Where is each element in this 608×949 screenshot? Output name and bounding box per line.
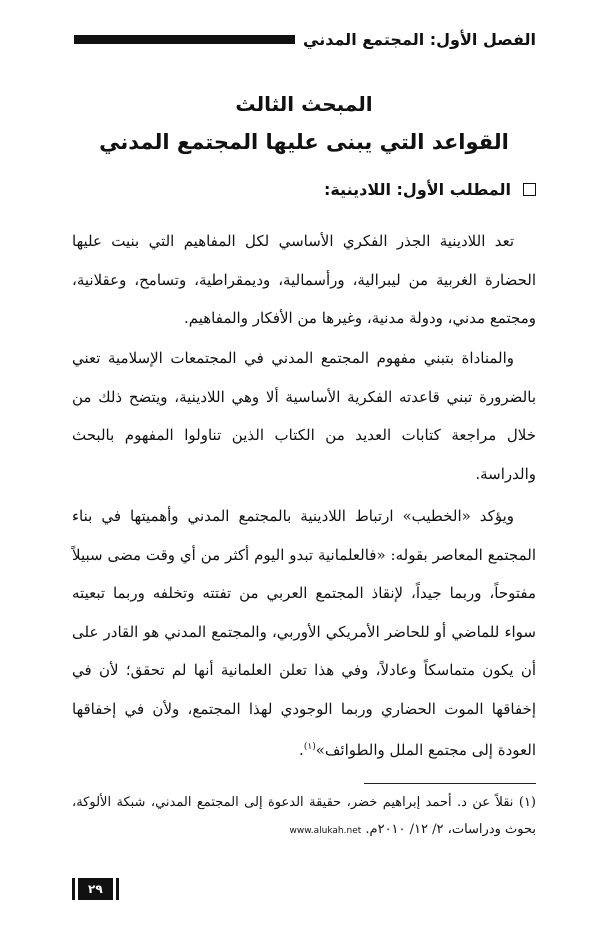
header-rule bbox=[74, 35, 295, 44]
footnote bbox=[72, 789, 536, 845]
page-number-bar bbox=[116, 878, 119, 900]
footnote-text: (١) نقلاً عن د. أحمد إبراهيم خضر، حقيقة الدعوة إلى المجتمع المدني، شبكة الألوكة، بحوث ودراسات، ٢/ ١٢/ ٢٠١٠م. bbox=[72, 795, 536, 837]
subheading-text: المطلب الأول: اللادينية: bbox=[323, 180, 511, 199]
section-title: المبحث الثالث bbox=[235, 92, 373, 116]
paragraph-text: والمناداة بتبني مفهوم المجتمع المدني في المجتمعات الإسلامية تعني بالضرورة تبني قاعدته الفكرية الأساسية ألا وهي اللادينية، ويتضح ذلك من خلال مراجعة كتابات العديد من الكتاب الذين تناولوا المفهوم بالبحث والدراسة. bbox=[72, 349, 536, 483]
running-header bbox=[74, 28, 536, 50]
paragraph-1 bbox=[72, 222, 536, 338]
square-bullet-icon bbox=[523, 183, 536, 196]
chapter-title: الفصل الأول: المجتمع المدني bbox=[303, 29, 536, 49]
paragraph-text: تعد اللادينية الجذر الفكري الأساسي لكل المفاهيم التي بنيت عليها الحضارة الغربية من ليبرالية، ورأسمالية، وديمقراطية، وتسامح، وعقلانية، ومجتمع مدني، ودولة مدنية، وغيرها من الأفكار والمفاهيم. bbox=[72, 232, 536, 327]
subheading bbox=[324, 180, 536, 199]
section-subtitle: القواعد التي يبنى عليها المجتمع المدني bbox=[99, 130, 509, 154]
page-number-box bbox=[72, 878, 122, 900]
footnote-divider bbox=[364, 783, 536, 784]
footnote-reference: (١) bbox=[303, 742, 316, 752]
paragraph-2 bbox=[72, 339, 536, 493]
page-number: ٢٩ bbox=[78, 878, 113, 900]
paragraph-3: ويؤكد «الخطيب» ارتباط اللادينية بالمجتمع المدني وأهميتها في بناء المجتمع المعاصر بقوله: «فالعلمانية تبدو اليوم أكثر من أي وقت مضى سبيلاً مفتوحاً، وربما جيداً، لإنقاذ المجتمع العربي من تفتته وتخلفه وربما تبعيته سواء للماضي أو للحاضر الأمريكي الأوربي، والمجتمع المدني هو القادر على أن يكون متماسكاً وعادلاً، وفي هذا تعلن العلمانية أنها لم تحقق؛ لأن في إخفاقها الموت الحضاري وربما الوجودي لهذا المجتمع، ولأن في إخفاقها العودة إلى مجتمع الملل والطوائف»$^{(١)}$. bbox=[72, 507, 536, 759]
page-number-bar bbox=[72, 878, 75, 900]
paragraph-text: ويؤكد «الخطيب» ارتباط اللادينية بالمجتمع المدني وأهميتها في بناء المجتمع المعاصر بقوله: «فالعلمانية تبدو اليوم أكثر من أي وقت مضى سبيلاً مفتوحاً، وربما جيداً، لإنقاذ المجتمع العربي من تفتته وتخلفه وربما تبعيته سواء للماضي أو للحاضر الأمريكي الأوربي، والمجتمع المدني هو القادر على أن يكون متماسكاً وعادلاً، وفي هذا تعلن العلمانية أنها لم تحقق؛ لأن في إخفاقها الموت الحضاري وربما الوجودي لهذا المجتمع، ولأن في إخفاقها العودة إلى مجتمع الملل والطوائف» bbox=[72, 507, 536, 759]
footnote-url: www.alukah.net bbox=[289, 826, 362, 836]
